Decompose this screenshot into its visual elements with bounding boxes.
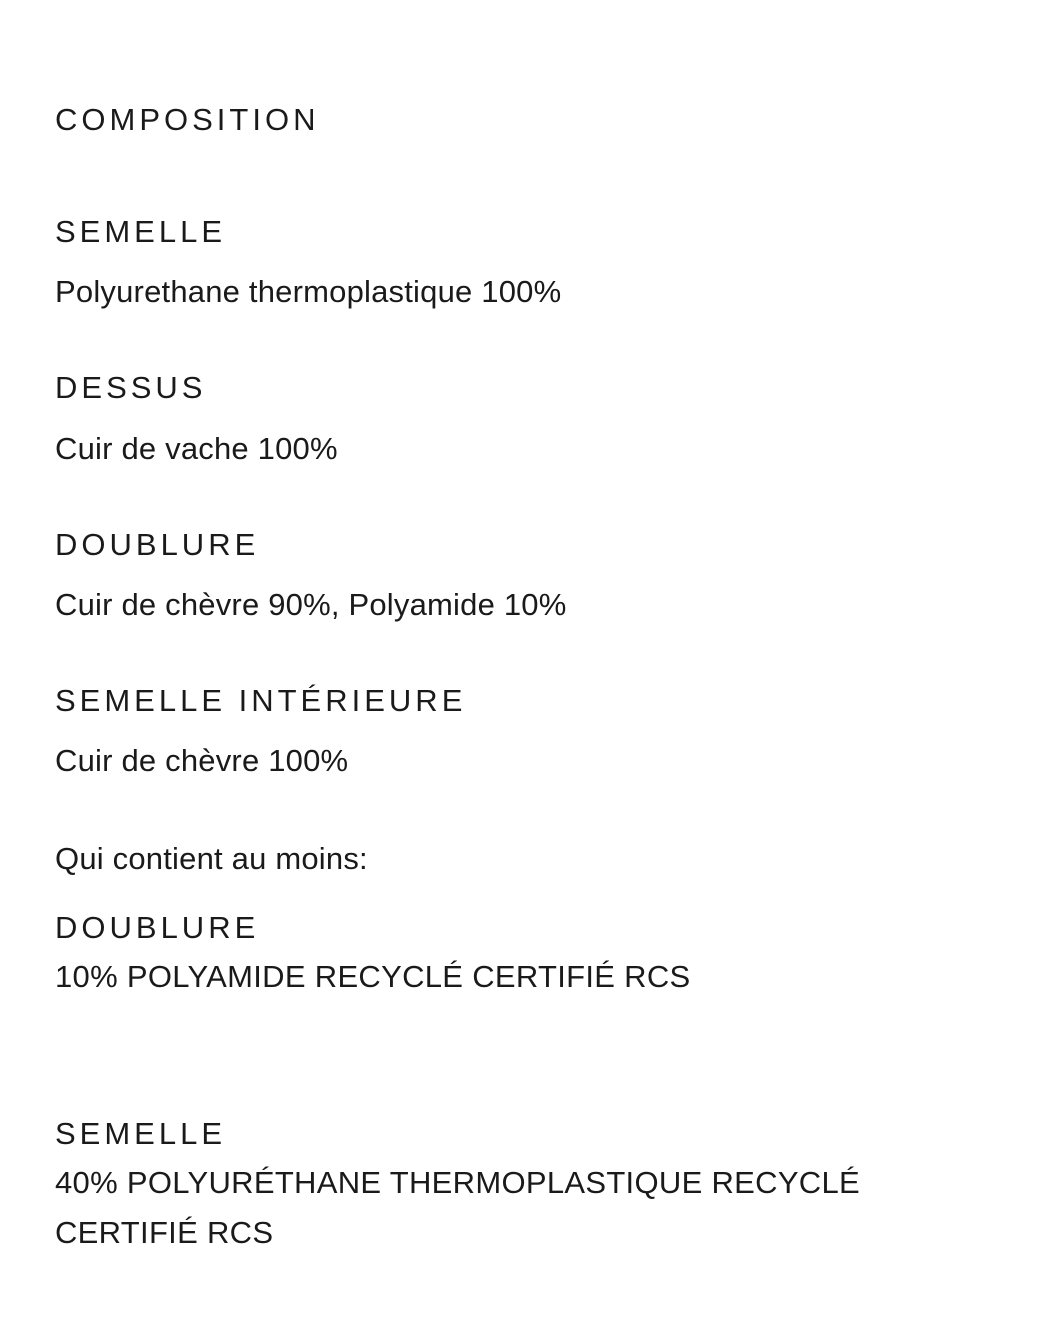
section-heading-semelle: SEMELLE <box>55 214 227 249</box>
section-value-semelle: Polyurethane thermoplastique 100% <box>55 274 562 309</box>
section-value-semelle-interieure: Cuir de chèvre 100% <box>55 743 349 778</box>
recycled-line-semelle-1: 40% POLYURÉTHANE THERMOPLASTIQUE RECYCLÉ <box>55 1165 860 1200</box>
recycled-heading-doublure: DOUBLURE <box>55 910 260 945</box>
contains-label: Qui contient au moins: <box>55 841 368 876</box>
section-heading-semelle-interieure: SEMELLE INTÉRIEURE <box>55 683 467 718</box>
section-heading-doublure: DOUBLURE <box>55 527 260 562</box>
section-value-doublure: Cuir de chèvre 90%, Polyamide 10% <box>55 587 567 622</box>
recycled-line-doublure: 10% POLYAMIDE RECYCLÉ CERTIFIÉ RCS <box>55 959 691 994</box>
page-title: COMPOSITION <box>55 102 320 137</box>
recycled-line-semelle-2: CERTIFIÉ RCS <box>55 1215 274 1250</box>
section-heading-dessus: DESSUS <box>55 370 207 405</box>
recycled-heading-semelle: SEMELLE <box>55 1116 227 1151</box>
section-value-dessus: Cuir de vache 100% <box>55 431 338 466</box>
